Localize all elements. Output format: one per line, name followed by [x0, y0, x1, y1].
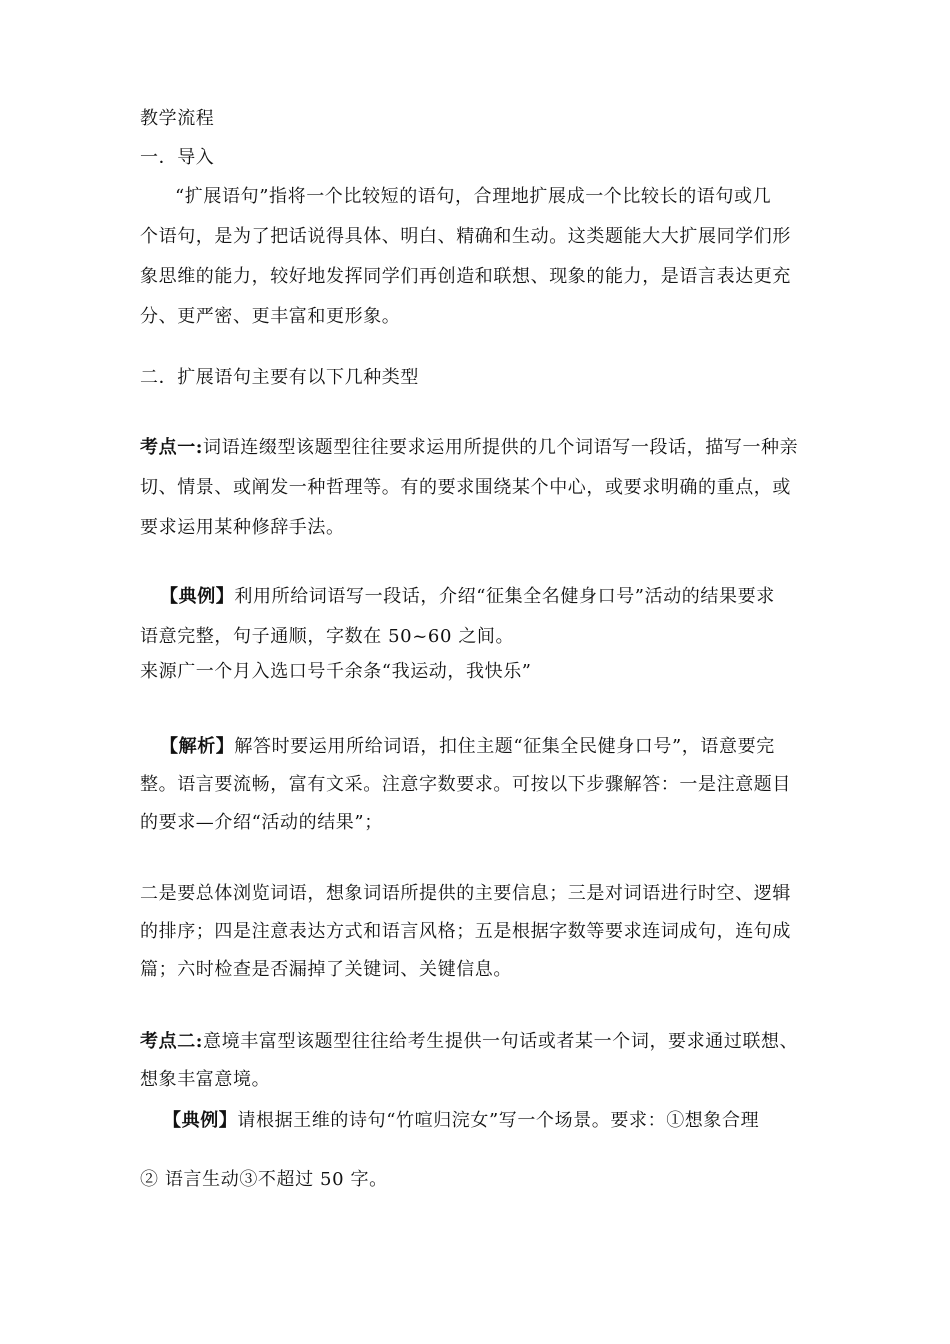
analysis-label: 【解析】 — [160, 736, 235, 757]
point1-line: 切、情景、或阐发一种哲理等。有的要求围绕某个中心，或要求明确的重点，或 — [140, 477, 791, 498]
analysis-line: 整。语言要流畅，富有文采。注意字数要求。可按以下步骤解答：一是注意题目 — [140, 774, 791, 795]
point2-first-line — [140, 1030, 798, 1054]
example1-line: 来源广一个月入选口号千余条“我运动，我快乐” — [140, 661, 532, 682]
analysis-line: 的要求—介绍“活动的结果”； — [140, 812, 383, 833]
analysis-first-line — [160, 735, 775, 759]
doc-title: 教学流程 — [140, 108, 215, 129]
example2-line: ② 语言生动③不超过 50 字。 — [140, 1169, 388, 1190]
point2-text: 意境丰富型该题型往往给考生提供一句话或者某一个词，要求通过联想、 — [203, 1031, 799, 1052]
example1-label: 【典例】 — [160, 586, 235, 607]
steps-line: 二是要总体浏览词语，想象词语所提供的主要信息；三是对词语进行时空、逻辑 — [140, 883, 791, 904]
steps-line: 的排序；四是注意表达方式和语言风格；五是根据字数等要求连词成句，连句成 — [140, 921, 791, 942]
example2-text: 请根据王维的诗句“竹喧归浣女”写一个场景。要求：①想象合理 — [237, 1110, 760, 1131]
point2-line: 想象丰富意境。 — [140, 1069, 271, 1090]
example2-first-line — [163, 1109, 759, 1133]
analysis-text: 解答时要运用所给词语，扣住主题“征集全民健身口号”，语意要完 — [234, 736, 775, 757]
point1-text: 词语连缀型该题型往往要求运用所提供的几个词语写一段话，描写一种亲 — [203, 437, 799, 458]
point1-label: 考点一: — [140, 437, 204, 458]
example1-line: 语意完整，句子通顺，字数在 50~60 之间。 — [140, 626, 515, 647]
point1-first-line — [140, 436, 798, 460]
intro-line: 分、更严密、更丰富和更形象。 — [140, 306, 401, 327]
example1-text: 利用所给词语写一段话，介绍“征集全名健身口号”活动的结果要求 — [234, 586, 775, 607]
section1-heading: 一．导入 — [140, 147, 215, 168]
intro-line: “扩展语句”指将一个比较短的语句，合理地扩展成一个比较长的语句或几 — [175, 186, 772, 207]
section2-heading: 二．扩展语句主要有以下几种类型 — [140, 367, 419, 388]
steps-line: 篇；六时检查是否漏掉了关键词、关键信息。 — [140, 959, 512, 980]
point2-label: 考点二: — [140, 1031, 204, 1052]
example2-label: 【典例】 — [163, 1110, 238, 1131]
example1-first-line — [160, 585, 775, 609]
point1-line: 要求运用某种修辞手法。 — [140, 517, 345, 538]
intro-line: 个语句，是为了把话说得具体、明白、精确和生动。这类题能大大扩展同学们形 — [140, 226, 791, 247]
intro-line: 象思维的能力，较好地发挥同学们再创造和联想、现象的能力，是语言表达更充 — [140, 266, 791, 287]
